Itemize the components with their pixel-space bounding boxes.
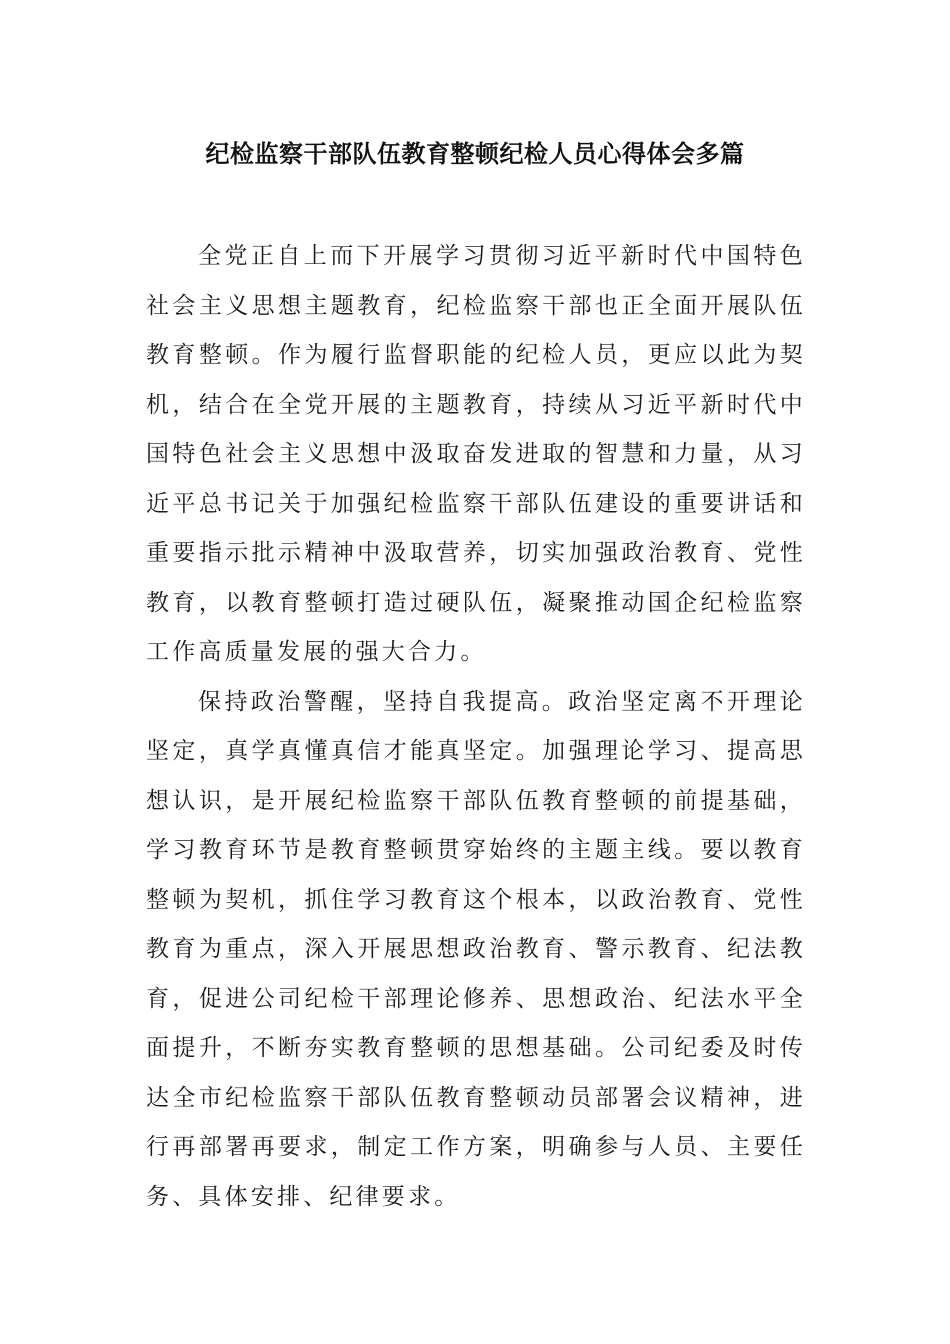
paragraph-1: 全党正自上而下开展学习贯彻习近平新时代中国特色社会主义思想主题教育，纪检监察干部也正全面开展队伍教育整顿。作为履行监督职能的纪检人员，更应以此为契机，结合在全党开展的主题教育，持续从习近平新时代中国特色社会主义思想中汲取奋发进取的智慧和力量，从习近平总书记关于加强纪检监察干部队伍建设的重要讲话和重要指示批示精神中汲取营养，切实加强政治教育、党性教育，以教育整顿打造过硬队伍，凝聚推动国企纪检监察工作高质量发展的强大合力。 (146, 243, 806, 665)
document-title: 纪检监察干部队伍教育整顿纪检人员心得体会多篇 (205, 140, 745, 168)
document-body (146, 232, 806, 1222)
paragraph-2: 保持政治警醒，坚持自我提高。政治坚定离不开理论坚定，真学真懂真信才能真坚定。加强理论学习、提高思想认识，是开展纪检监察干部队伍教育整顿的前提基础，学习教育环节是教育整顿贯穿始终的主题主线。要以教育整顿为契机，抓住学习教育这个根本，以政治教育、党性教育为重点，深入开展思想政治教育、警示教育、纪法教育，促进公司纪检干部理论修养、思想政治、纪法水平全面提升，不断夯实教育整顿的思想基础。公司纪委及时传达全市纪检监察干部队伍教育整顿动员部署会议精神，进行再部署再要求，制定工作方案，明确参与人员、主要任务、具体安排、纪律要求。 (146, 688, 806, 1210)
